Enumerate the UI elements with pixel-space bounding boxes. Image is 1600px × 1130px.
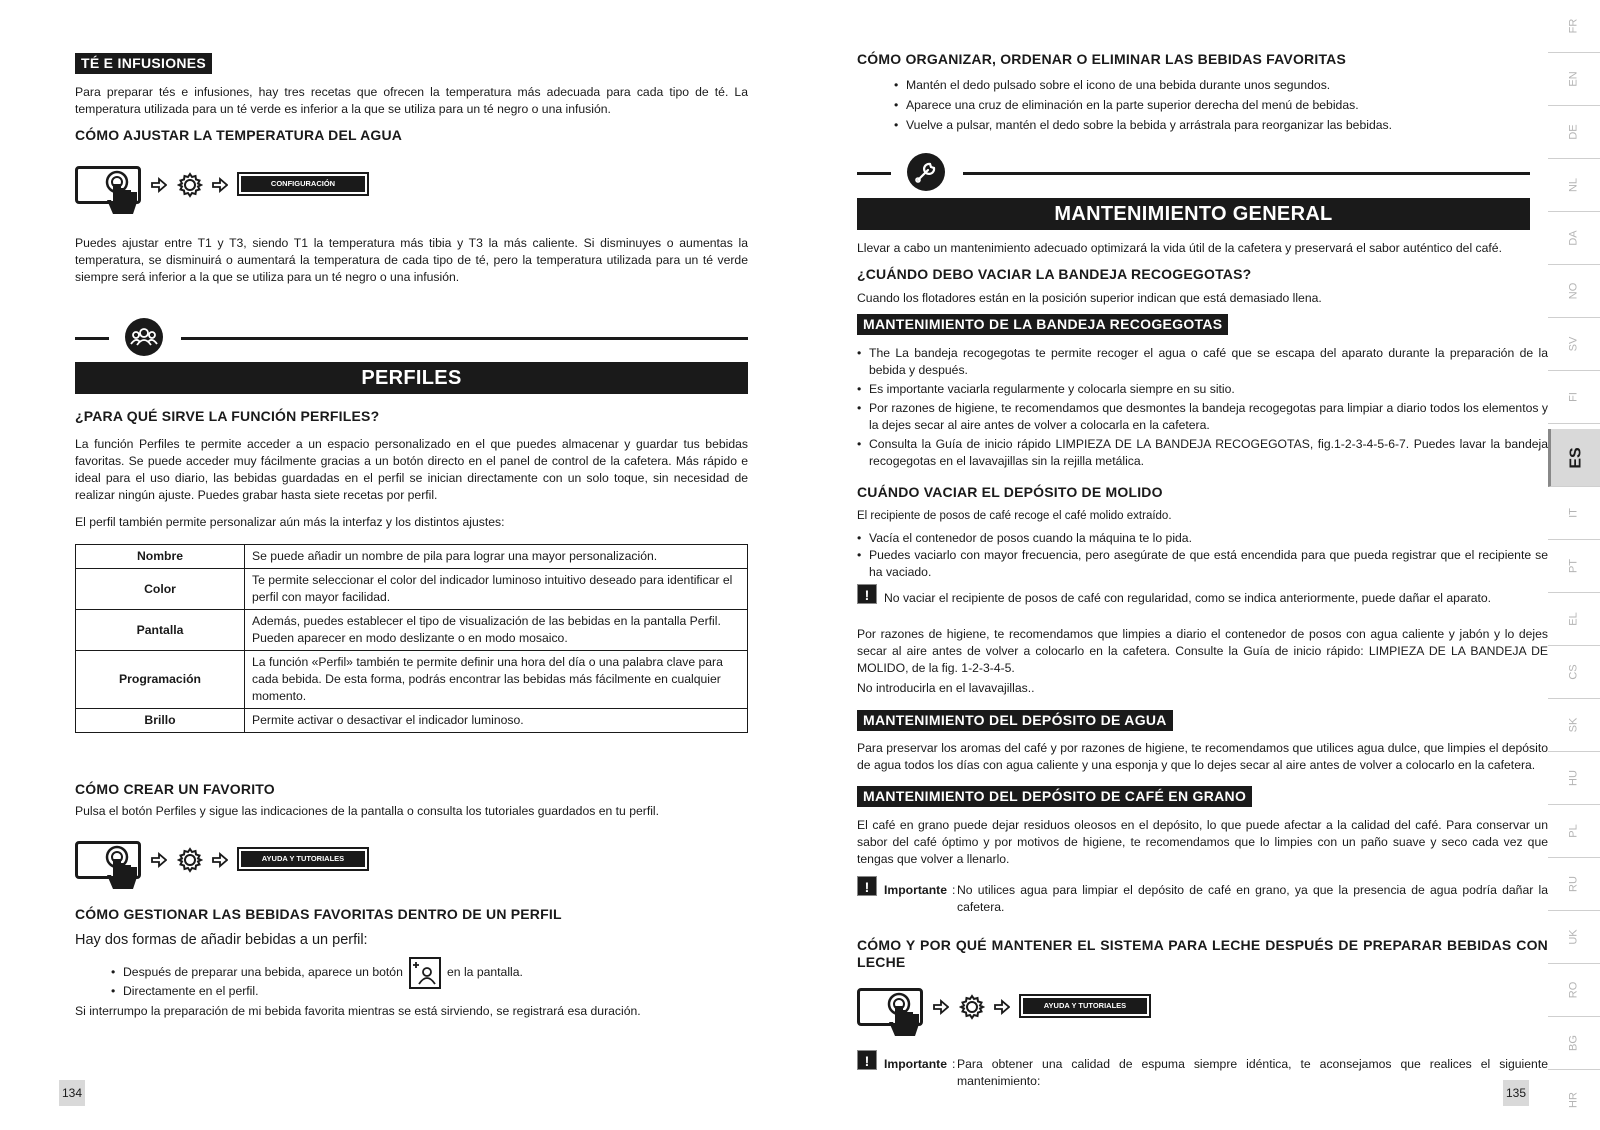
mantenimiento-divider [857, 153, 1530, 193]
arrow-right-icon [151, 177, 167, 193]
tap-hand-icon [885, 992, 929, 1040]
list-item: • The La bandeja recogegotas te permite recoger el agua o café que se escapa del aparato durante la preparación de la bebida y después. [857, 345, 1548, 379]
mantenimiento-banner: MANTENIMIENTO GENERAL [857, 198, 1530, 230]
page-number-left: 134 [59, 1080, 85, 1106]
agua-text: Para preservar los aromas del café y por razones de higiene, te recomendamos que utilices agua dulce, que limpies el depósito de agua todos los días con agua caliente y una esponja y que lo dejes secar al aire antes de volver a colocarlo en la cafetera. [857, 741, 1548, 772]
bandeja-answer: Cuando los flotadores están en la posición superior indican que está demasiado llena. [857, 291, 1322, 305]
perfiles-table [75, 544, 748, 733]
te-heading: CÓMO AJUSTAR LA TEMPERATURA DEL AGUA [75, 127, 403, 143]
gestionar-bullet-1: • Después de preparar una bebida, aparece un botón en la pantalla. [111, 957, 711, 991]
lang-tab-ru[interactable]: RU [1548, 858, 1600, 911]
gear-icon [177, 847, 203, 873]
lang-tab-nl[interactable]: NL [1548, 159, 1600, 212]
table-row: Color Te permite seleccionar el color del indicador luminoso intuitivo deseado para identificar el perfil con mayor facilidad. [76, 569, 748, 610]
lang-tab-pt[interactable]: PT [1548, 540, 1600, 593]
list-item: • Puedes vaciarlo con mayor frecuencia, pero asegúrate de que está encendida para que pueda registrar que el recipiente se ha vaciado. [857, 547, 1548, 581]
organizar-heading: CÓMO ORGANIZAR, ORDENAR O ELIMINAR LAS BEBIDAS FAVORITAS [857, 51, 1347, 67]
list-item: • Consulta la Guía de inicio rápido LIMPIEZA DE LA BANDEJA RECOGEGOTAS, fig.1-2-3-4-5-6-7. Puedes lavar la bandeja recogegotas en el lavavajillas sin la rejilla metálica. [857, 436, 1548, 470]
perfiles-banner: PERFILES [75, 362, 748, 394]
bandeja-question: ¿CUÁNDO DEBO VACIAR LA BANDEJA RECOGEGOTAS? [857, 266, 1252, 282]
favorito-text: Pulsa el botón Perfiles y sigue las indicaciones de la pantalla o consulta los tutoriales guardados en tu perfil. [75, 804, 660, 818]
configuracion-button[interactable]: CONFIGURACIÓN [237, 172, 369, 196]
leche-heading: CÓMO Y POR QUÉ MANTENER EL SISTEMA PARA LECHE DESPUÉS DE PREPARAR BEBIDAS CON LECHE [857, 937, 1548, 970]
lang-tab-en[interactable]: EN [1548, 53, 1600, 106]
lang-tab-fi[interactable]: FI [1548, 371, 1600, 424]
arrow-right-icon [212, 177, 228, 193]
ayuda-tutoriales-button[interactable]: AYUDA Y TUTORIALES [237, 847, 369, 871]
bandeja-list [857, 345, 1548, 470]
molido-heading: CUÁNDO VACIAR EL DEPÓSITO DE MOLIDO [857, 484, 1163, 500]
perfiles-divider [75, 318, 748, 358]
profiles-icon [125, 318, 163, 356]
gestionar-heading: CÓMO GESTIONAR LAS BEBIDAS FAVORITAS DENTRO DE UN PERFIL [75, 906, 562, 922]
add-to-profile-icon[interactable] [409, 957, 441, 989]
lang-tab-it[interactable]: IT [1548, 487, 1600, 540]
table-row: Brillo Permite activar o desactivar el indicador luminoso. [76, 709, 748, 733]
lang-tab-hr[interactable]: HR [1567, 1092, 1580, 1108]
lang-tab-fr[interactable]: FR [1548, 0, 1600, 53]
lang-tab-ro[interactable]: RO [1548, 964, 1600, 1017]
lang-tab-uk[interactable]: UK [1548, 911, 1600, 964]
table-row: Programación La función «Perfil» también te permite definir una hora del día o una palabra clave para cada bebida. De esta forma, podrás encontrar las bebidas más fácilmente en cualquier momento. [76, 651, 748, 709]
tap-hand-icon [103, 170, 147, 218]
grano-tag: MANTENIMIENTO DEL DEPÓSITO DE CAFÉ EN GRANO [857, 786, 1252, 807]
list-item: • Aparece una cruz de eliminación en la parte superior derecha del menú de bebidas. [894, 97, 1534, 114]
lang-tab-hu[interactable]: HU [1548, 752, 1600, 805]
table-row: Pantalla Además, puedes establecer el tipo de visualización de las bebidas en la pantalla Perfil. Pueden aparecer en modo deslizante o en modo mosaico. [76, 610, 748, 651]
leche-important: ! Importante : Para obtener una calidad de espuma siempre idéntica, te aconsejamos que realices el siguiente mantenimiento: [857, 1050, 1548, 1090]
grano-text: El café en grano puede dejar residuos oleosos en el depósito, lo que puede afectar a la calidad del café. Para conservar un sabor del café óptimo y por motivos de higiene, te recomendamos que lo limpies con un paño suave y seco cada vez que tengas que volver a llenarlo. [857, 818, 1548, 866]
wrench-icon [907, 153, 945, 191]
molido-list [857, 530, 1548, 581]
arrow-right-icon [151, 852, 167, 868]
grano-important: ! Importante : No utilices agua para limpiar el depósito de café en grano, ya que la presencia de agua podría dañar la cafetera. [857, 876, 1548, 916]
lang-tab-da[interactable]: DA [1548, 212, 1600, 265]
list-item: • Vuelve a pulsar, mantén el dedo sobre la bebida y arrástrala para reorganizar las bebidas. [894, 117, 1534, 134]
leche-flow [857, 986, 1157, 1030]
arrow-right-icon [994, 999, 1010, 1015]
favorito-heading: CÓMO CREAR UN FAVORITO [75, 781, 275, 797]
te-intro: Para preparar tés e infusiones, hay tres recetas que ofrecen la temperatura más adecuada para cada tipo de té. La temperatura utilizada para un té verde es inferior a la que se utiliza para un té negro o una infusión. [75, 85, 748, 116]
arrow-right-icon [212, 852, 228, 868]
language-tabs [1548, 0, 1600, 1130]
perfiles-p1: La función Perfiles te permite acceder a un espacio personalizado en el que puedes almacenar y guardar tus bebidas favoritas. Se puede acceder muy fácilmente gracias a un botón directo en el panel de control de la cafetera. Más rápido e ideal para el uso diario, las bebidas guardadas en el perfil se inician directamente con un solo toque, sin necesidad de realizar ningún ajuste. Puedes grabar hasta siete recetas por perfil. [75, 437, 748, 502]
gestionar-end: Si interrumpo la preparación de mi bebida favorita mientras se está sirviendo, se registrará esa duración. [75, 1004, 641, 1018]
gear-icon [959, 994, 985, 1020]
list-item: • Por razones de higiene, te recomendamos que desmontes la bandeja recogegotas para limpiar a diario todos los elementos y la dejes secar al aire antes de volver a colocarla en la cafetera. [857, 400, 1548, 434]
mantenimiento-intro: Llevar a cabo un mantenimiento adecuado optimizará la vida útil de la cafetera y preservará el sabor auténtico del café. [857, 241, 1502, 255]
te-body: Puedes ajustar entre T1 y T3, siendo T1 la temperatura más tibia y T3 la más caliente. Si disminuyes o aumentas la temperatura, se disminuirá o aumentará la temperatura de cada tipo de té, pero la temperatura utilizada para un té verde siempre será inferior a la que se utiliza para un té negro o una infusión. [75, 236, 748, 284]
warning-icon: ! [857, 876, 877, 896]
organizar-list [894, 77, 1534, 134]
warning-icon: ! [857, 1050, 877, 1070]
gestionar-text: Hay dos formas de añadir bebidas a un perfil: [75, 932, 368, 948]
lang-tab-pl[interactable]: PL [1548, 805, 1600, 858]
list-item: • Vacía el contenedor de posos cuando la máquina te lo pida. [857, 530, 1548, 547]
tutorials-flow [75, 839, 375, 883]
te-section-tag: TÉ E INFUSIONES [75, 53, 212, 74]
molido-no-dishwasher: No introducirla en el lavavajillas.. [857, 681, 1035, 695]
list-item: • Mantén el dedo pulsado sobre el icono de una bebida durante unos segundos. [894, 77, 1534, 94]
table-row: Nombre Se puede añadir un nombre de pila para lograr una mayor personalización. [76, 545, 748, 569]
page-number-right: 135 [1503, 1080, 1529, 1106]
lang-tab-no[interactable]: NO [1548, 265, 1600, 318]
perfiles-p2: El perfil también permite personalizar aún más la interfaz y los distintos ajustes: [75, 515, 505, 529]
gear-icon [177, 172, 203, 198]
bandeja-tag: MANTENIMIENTO DE LA BANDEJA RECOGEGOTAS [857, 314, 1228, 335]
molido-hygiene: Por razones de higiene, te recomendamos que limpies a diario el contenedor de posos con agua caliente y jabón y lo dejes secar al aire antes de volver a colocarlo en la cafetera. Consulte la Guía de inicio rápido: LIMPIEZA DE LA BANDEJA DE MOLIDO, de la fig. 1-2-3-4-5. [857, 627, 1548, 675]
lang-tab-cs[interactable]: CS [1548, 646, 1600, 699]
perfiles-question: ¿PARA QUÉ SIRVE LA FUNCIÓN PERFILES? [75, 408, 380, 424]
ayuda-tutoriales-button[interactable]: AYUDA Y TUTORIALES [1019, 994, 1151, 1018]
warning-icon: ! [857, 584, 877, 604]
lang-tab-sk[interactable]: SK [1548, 699, 1600, 752]
tap-hand-icon [103, 845, 147, 893]
arrow-right-icon [933, 999, 949, 1015]
lang-tab-es-active[interactable]: ES [1548, 429, 1600, 487]
config-flow [75, 164, 375, 208]
molido-text: El recipiente de posos de café recoge el café molido extraído. [857, 510, 1172, 522]
list-item: • Es importante vaciarla regularmente y colocarla siempre en su sitio. [857, 381, 1548, 398]
lang-tab-bg[interactable]: BG [1548, 1017, 1600, 1070]
lang-tab-el[interactable]: EL [1548, 593, 1600, 646]
agua-tag: MANTENIMIENTO DEL DEPÓSITO DE AGUA [857, 710, 1173, 731]
lang-tab-sv[interactable]: SV [1548, 318, 1600, 371]
lang-tab-de[interactable]: DE [1548, 106, 1600, 159]
